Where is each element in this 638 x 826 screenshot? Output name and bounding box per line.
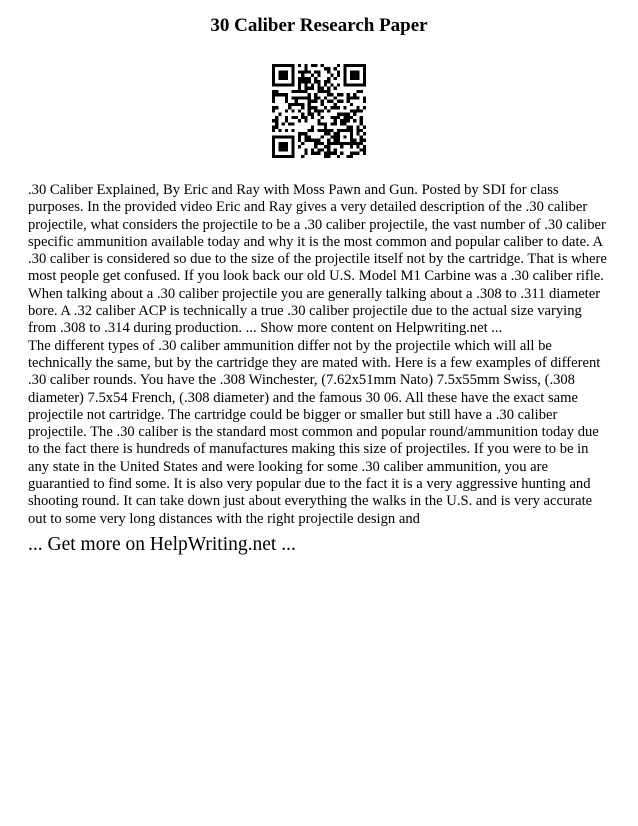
article-body: [28, 182, 612, 528]
get-more-link[interactable]: ... Get more on HelpWriting.net ...: [28, 534, 296, 555]
paragraph-1: .30 Caliber Explained, By Eric and Ray with Moss Pawn and Gun. Posted by SDI for class purposes. In the provided video Eric and Ray gives a very detailed description of the .30 caliber projectile, what considers the projectile to be a .30 caliber projectile, the vast number of .30 caliber specific ammunition available today and why it is the most common and popular caliber to date. A .30 caliber is considered so due to the size of the projectile itself not by the cartridge. That is where most people get confused. If you look back our old U.S. Model M1 Carbine was a .30 caliber rifle. When talking about a .30 caliber projectile you are generally talking about a .308 to .311 diameter bore. A .32 caliber ACP is technically a true .30 caliber projectile due to the actual size varying from .308 to .314 during production. ... Show more content on Helpwriting.net ...: [28, 182, 607, 337]
paragraph-2: The different types of .30 caliber ammunition differ not by the projectile which will all be technically the same, but by the cartridge they are mated with. Here is a few examples of different .30 caliber rounds. You have the .308 Winchester, (7.62x51mm Nato) 7.5x55mm Swiss, (.308 diameter) 7.5x54 French, (.308 diameter) and the famous 30 06. All these have the exact same projectile not cartridge. The cartridge could be bigger or smaller but still have a .30 caliber projectile. The .30 caliber is the standard most common and popular round/ammunition today due to the fact there is hundreds of manufactures making this size of projectiles. If you were to be in any state in the United States and were looking for some .30 caliber ammunition, you are guarantied to find some. It is also very popular due to the fact it is a very aggressive hunting and shooting round. It can take down just about everything the walks in the U.S. and is very accurate out to some very long distances with the right projectile design and: [28, 337, 601, 527]
page-title: 30 Caliber Research Paper: [210, 15, 428, 36]
qr-code-icon: [272, 64, 366, 158]
